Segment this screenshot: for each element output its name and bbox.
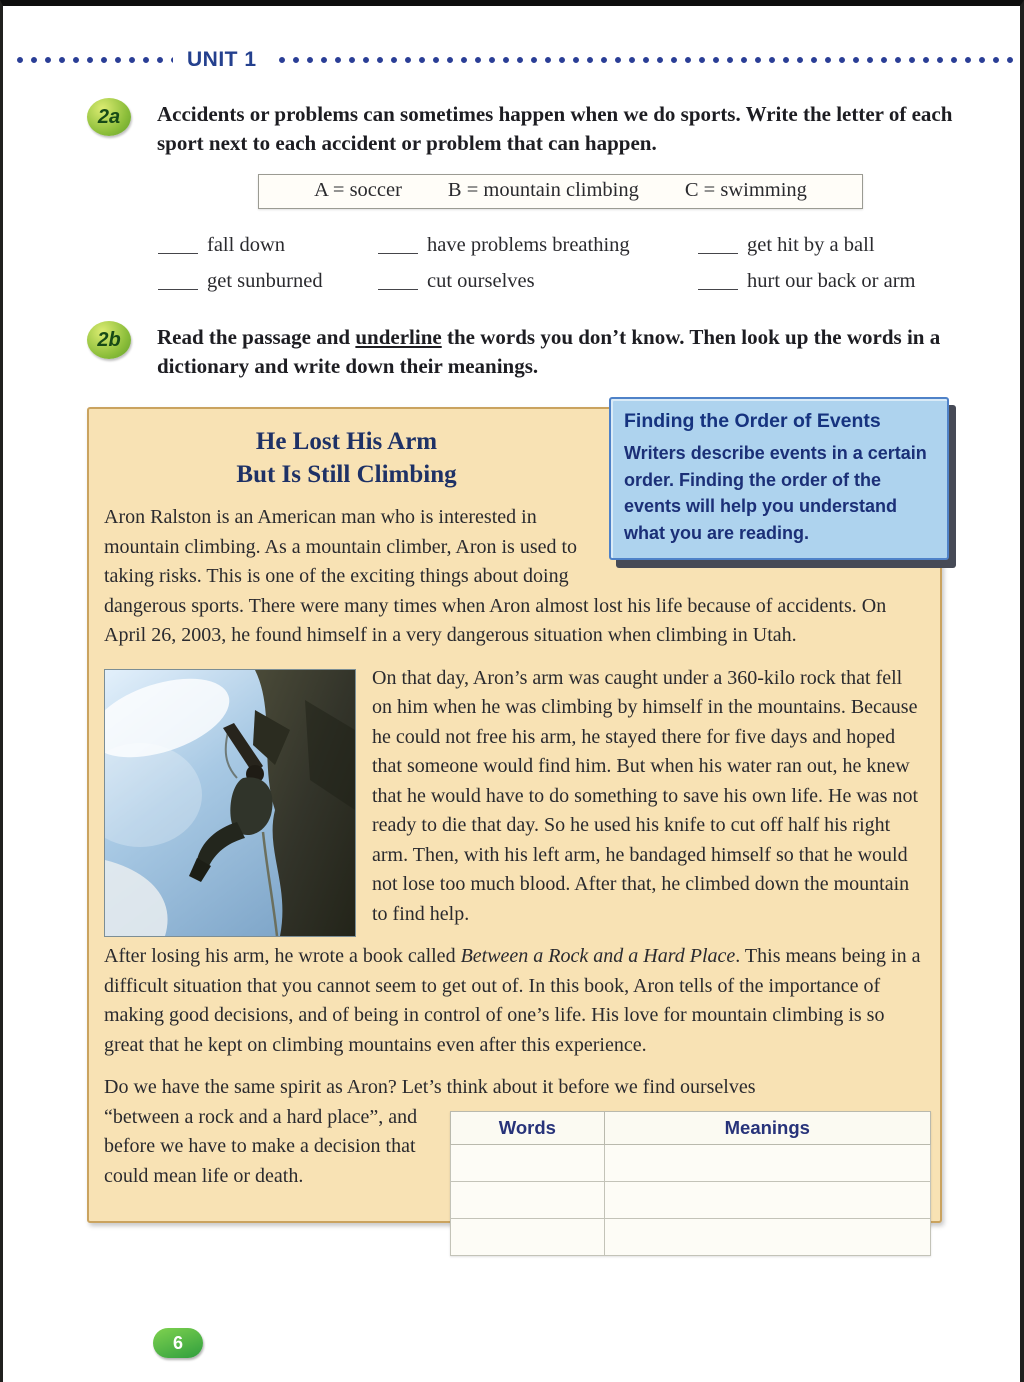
answer-blank[interactable] <box>378 269 418 290</box>
paragraph-3-text: After losing his arm, he wrote a book called <box>104 945 461 967</box>
answer-blank[interactable] <box>698 269 738 290</box>
task-2b-badge: 2b <box>87 321 131 359</box>
strategy-tip-box <box>609 397 949 560</box>
item-label: get sunburned <box>207 270 323 292</box>
dotted-rule-left <box>13 55 173 65</box>
vocab-empty-cell[interactable] <box>451 1181 605 1218</box>
key-swimming: C = swimming <box>684 179 807 201</box>
vocabulary-table <box>450 1111 931 1256</box>
passage-title-line2: But Is Still Climbing <box>236 461 457 488</box>
paragraph-3-text: . This means being in a difficult situation that you cannot seem to get out of. In this book, Aron tells of the importance of making good decisions, and of being in control of one’s life. His love for mountain climbing is so great that he kept on climbing mountains even after this experience. <box>104 945 921 1056</box>
passage-title-line1: He Lost His Arm <box>255 428 438 455</box>
item-label: fall down <box>207 234 285 256</box>
vocab-empty-cell[interactable] <box>604 1144 930 1181</box>
meanings-header: Meanings <box>604 1111 930 1144</box>
vocab-table-wrap <box>450 1111 931 1207</box>
item-label: have problems breathing <box>427 234 630 256</box>
paragraph-4-line1: Do we have the same spirit as Aron? Let’s think about it before we find ourselves <box>104 1076 756 1098</box>
vocab-row <box>451 1181 931 1218</box>
book-title: Between a Rock and a Hard Place <box>460 945 736 967</box>
page-number: 6 <box>172 1332 183 1353</box>
answer-item-breathing <box>378 231 698 259</box>
tip-body: Writers describe events in a certain order. Finding the order of the events will help you understand what you are reading. <box>624 443 927 543</box>
page-number-badge <box>153 1328 203 1358</box>
answer-item-hit-by-ball <box>698 231 960 259</box>
tip-title: Finding the Order of Events <box>624 410 881 432</box>
vocab-row <box>451 1144 931 1181</box>
paragraph-4-row <box>104 1103 925 1207</box>
words-header: Words <box>451 1111 605 1144</box>
climber-photo <box>104 669 356 937</box>
passage-paragraph-3 <box>104 942 925 1060</box>
unit-title: UNIT 1 <box>187 48 257 71</box>
vocab-empty-cell[interactable] <box>451 1218 605 1255</box>
answer-blank[interactable] <box>698 233 738 254</box>
answer-item-sunburned <box>158 267 378 295</box>
climber-photo-illustration <box>105 670 355 936</box>
key-soccer: A = soccer <box>314 179 402 201</box>
passage-paragraph-4 <box>104 1073 925 1207</box>
instruction-text: Read the passage and <box>157 325 356 349</box>
reading-passage <box>87 407 942 1223</box>
vocab-empty-cell[interactable] <box>604 1218 930 1255</box>
answer-blank[interactable] <box>158 269 198 290</box>
instruction-text: the words you don’t know. Then look up the words in a dictionary and write down their meanings. <box>157 325 941 378</box>
answer-item-cut-ourselves <box>378 267 698 295</box>
answer-items <box>158 231 960 295</box>
answer-item-hurt-back-arm <box>698 267 960 295</box>
vocab-empty-cell[interactable] <box>604 1181 930 1218</box>
vocab-header-row <box>451 1111 931 1144</box>
task-2b-instruction <box>157 323 962 381</box>
answer-blank[interactable] <box>378 233 418 254</box>
underlined-word: underline <box>355 325 442 349</box>
item-label: hurt our back or arm <box>747 270 916 292</box>
key-mountain-climbing: B = mountain climbing <box>447 179 639 201</box>
vocab-empty-cell[interactable] <box>451 1144 605 1181</box>
section-2a <box>3 98 964 158</box>
passage-paragraph-2: On that day, Aron’s arm was caught under a 360-kilo rock that fell on him when he was climbing by himself in the mountains. Because he could not free his arm, he stayed there for five days and hoped that someone would find him. But when his water ran out, he knew that he would have to do something to save his own life. He was not ready to die that day. So he used his knife to cut off half his right arm. Then, with his left arm, he bandaged himself so that he would not lose too much blood. After that, he climbed down the mountain to find help. <box>372 666 919 925</box>
unit-header <box>3 48 1020 72</box>
sports-key-box <box>258 174 863 209</box>
answer-item-fall-down <box>158 231 378 259</box>
task-2a-instruction: Accidents or problems can sometimes happen when we do sports. Write the letter of each sport next to each accident or problem that can happen. <box>157 102 953 155</box>
paragraph-4-rest: “between a rock and a hard place”, and before we have to make a decision that could mean life or death. <box>104 1105 418 1187</box>
vocab-row <box>451 1218 931 1255</box>
item-label: get hit by a ball <box>747 234 875 256</box>
answer-blank[interactable] <box>158 233 198 254</box>
task-2a-badge: 2a <box>87 98 131 136</box>
section-2b <box>3 321 964 381</box>
dotted-rule-right <box>275 55 1014 65</box>
passage-paragraph-1: Aron Ralston is an American man who is interested in mountain climbing. As a mountain climber, Aron is used to taking risks. This is one of the exciting things about doing dangerous sports. There were many times when Aron almost lost his life because of accidents. On April 26, 2003, he found himself in a very dangerous situation when climbing in Utah. <box>104 506 887 646</box>
item-label: cut ourselves <box>427 270 535 292</box>
